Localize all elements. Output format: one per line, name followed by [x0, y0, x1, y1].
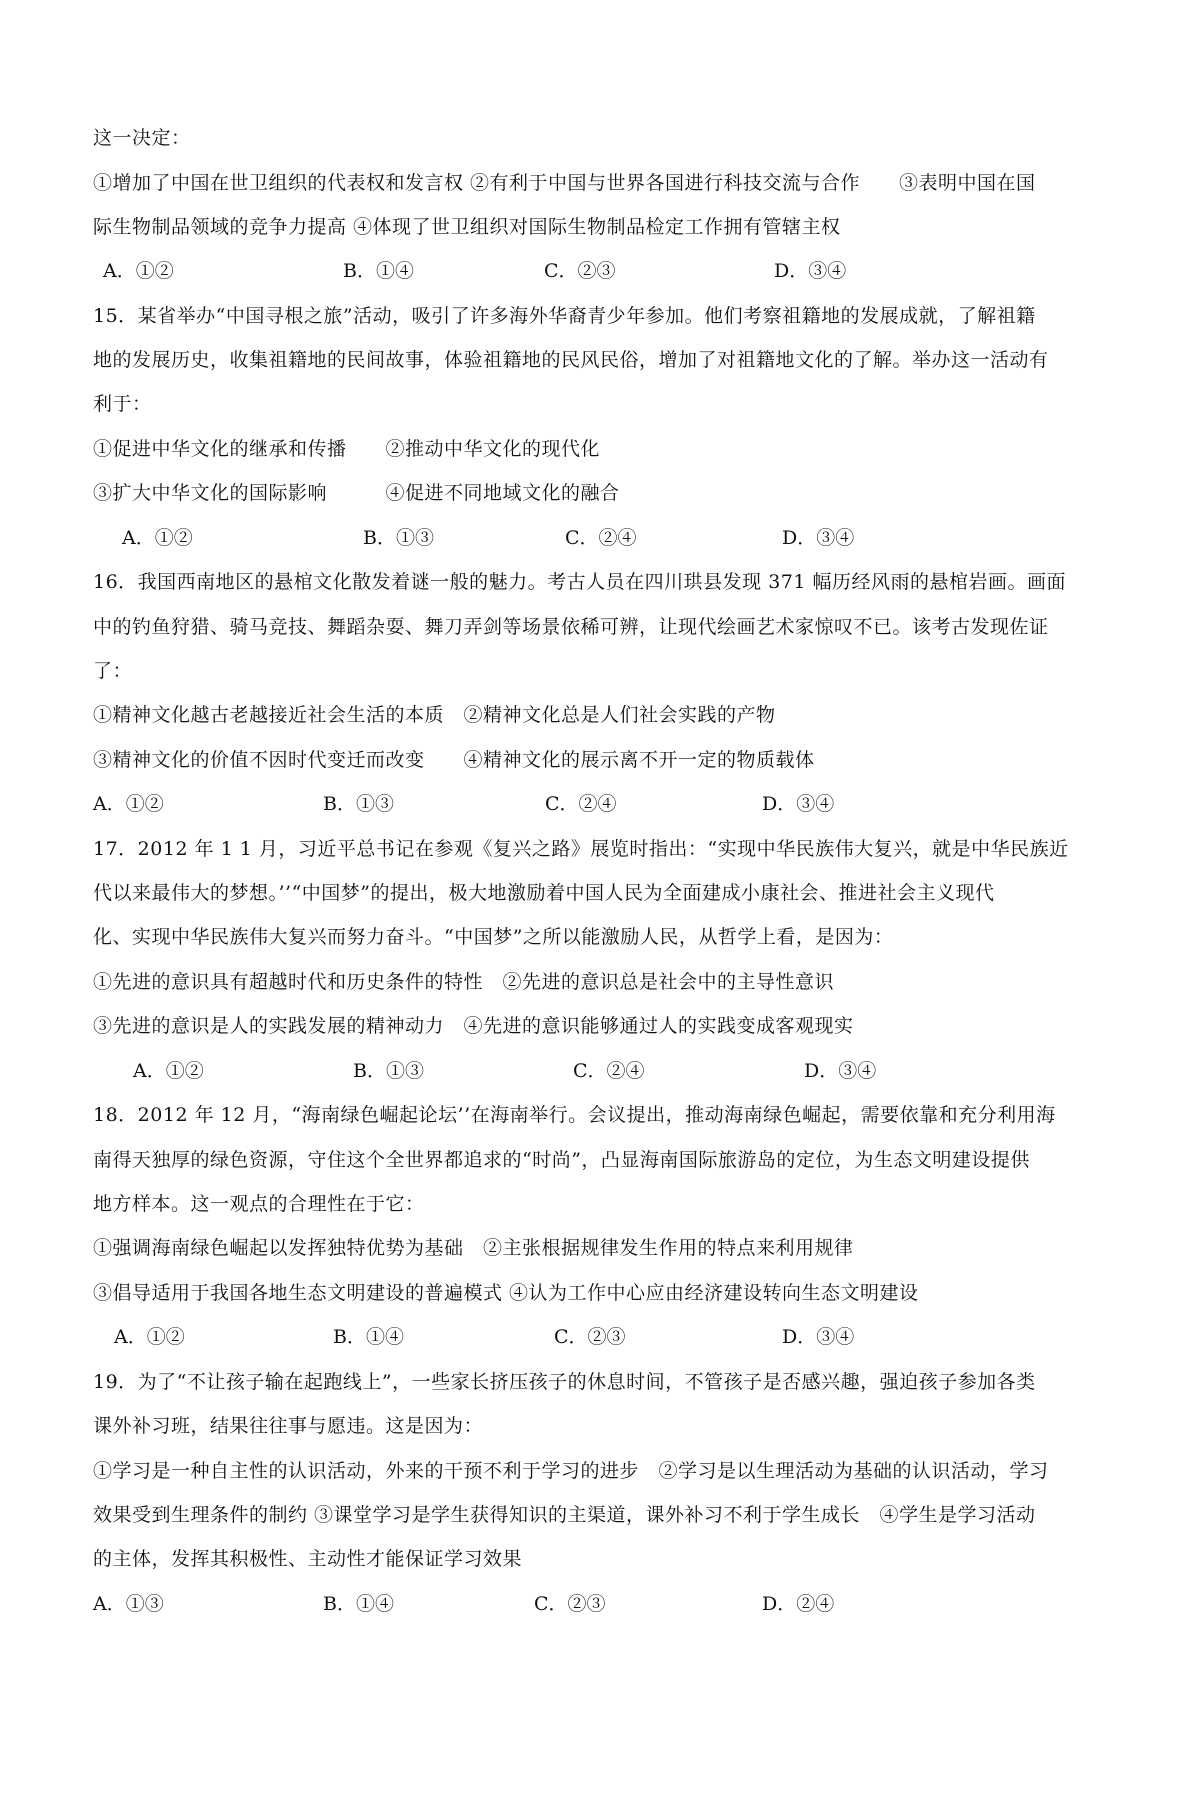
q19-option-d: D．②④	[762, 1593, 835, 1615]
q14-option-c: C．②③	[544, 260, 616, 282]
q15-statement-line: ③扩大中华文化的国际影响 ④促进不同地域文化的融合	[93, 482, 620, 504]
q16-statement-line: ③精神文化的价值不因时代变迁而改变 ④精神文化的展示离不开一定的物质载体	[93, 749, 815, 771]
q15-statement-line: ①促进中华文化的继承和传播 ②推动中华文化的现代化	[93, 438, 601, 460]
q15-option-d: D．③④	[782, 527, 855, 549]
q17-stem-line: 代以来最伟大的梦想。’’“中国梦”的提出，极大地激励着中国人民为全面建成小康社会、推进社会主义现代	[93, 882, 995, 904]
q16-option-c: C．②④	[545, 793, 617, 815]
q17-option-c: C．②④	[573, 1060, 645, 1082]
q15-option-c: C．②④	[565, 527, 637, 549]
q16-option-d: D．③④	[762, 793, 835, 815]
q15-option-b: B．①③	[363, 527, 434, 549]
q14-option-b: B．①④	[343, 260, 414, 282]
q18-option-b: B．①④	[333, 1326, 404, 1348]
q18-stem-line: 18．2012 年 12 月，“海南绿色崛起论坛’’在海南举行。会议提出，推动海南绿色崛起，需要依靠和充分利用海	[93, 1104, 1056, 1126]
q16-option-b: B．①③	[323, 793, 394, 815]
q17-option-d: D．③④	[804, 1060, 877, 1082]
q18-option-d: D．③④	[782, 1326, 855, 1348]
q19-option-c: C．②③	[534, 1593, 606, 1615]
q14-statement-line: ①增加了中国在世卫组织的代表权和发言权 ②有利于中国与世界各国进行科技交流与合作 ③表明中国在国	[93, 172, 1036, 194]
q16-stem-line: 16．我国西南地区的悬棺文化散发着谜一般的魅力。考古人员在四川珙县发现 371 幅历经风雨的悬棺岩画。画面	[93, 571, 1067, 593]
q16-stem-line: 了：	[93, 660, 133, 682]
q18-option-c: C．②③	[554, 1326, 626, 1348]
q17-option-a: A．①②	[133, 1060, 204, 1082]
q17-stem-line: 化、实现中华民族伟大复兴而努力奋斗。“中国梦”之所以能激励人民，从哲学上看，是因为：	[93, 926, 894, 948]
q19-option-a: A．①③	[93, 1593, 164, 1615]
q15-stem-line: 利于：	[93, 393, 152, 415]
q16-statement-line: ①精神文化越古老越接近社会生活的本质 ②精神文化总是人们社会实践的产物	[93, 704, 776, 726]
q15-stem-line: 地的发展历史，收集祖籍地的民间故事，体验祖籍地的民风民俗，增加了对祖籍地文化的了解。举办这一活动有	[93, 349, 1049, 371]
q18-stem-line: 南得天独厚的绿色资源，守住这个全世界都追求的“时尚”，凸显海南国际旅游岛的定位，为生态文明建设提供	[93, 1149, 1030, 1171]
q19-statement-line: ①学习是一种自主性的认识活动，外来的干预不利于学习的进步 ②学习是以生理活动为基础的认识活动，学习	[93, 1460, 1049, 1482]
q18-stem-line: 地方样本。这一观点的合理性在于它：	[93, 1193, 425, 1215]
q18-option-a: A．①②	[114, 1326, 185, 1348]
q17-stem-line: 17．2012 年 1 1 月，习近平总书记在参观《复兴之路》展览时指出：“实现中华民族伟大复兴，就是中华民族近	[93, 838, 1069, 860]
q18-statement-line: ①强调海南绿色崛起以发挥独特优势为基础 ②主张根据规律发生作用的特点来利用规律	[93, 1237, 854, 1259]
q16-stem-line: 中的钓鱼狩猎、骑马竞技、舞蹈杂耍、舞刀弄剑等场景依稀可辨，让现代绘画艺术家惊叹不已。该考古发现佐证	[93, 616, 1049, 638]
q18-statement-line: ③倡导适用于我国各地生态文明建设的普遍模式 ④认为工作中心应由经济建设转向生态文明建设	[93, 1282, 919, 1304]
q19-stem-line: 课外补习班，结果往往事与愿违。这是因为：	[93, 1415, 484, 1437]
q15-option-a: A．①②	[122, 527, 193, 549]
q19-option-b: B．①④	[323, 1593, 394, 1615]
q17-statement-line: ③先进的意识是人的实践发展的精神动力 ④先进的意识能够通过人的实践变成客观现实	[93, 1015, 854, 1037]
q17-option-b: B．①③	[353, 1060, 424, 1082]
q14-option-d: D．③④	[774, 260, 847, 282]
q14-stem-end: 这一决定：	[93, 127, 191, 149]
q14-option-a: A．①②	[103, 260, 174, 282]
q19-statement-line: 效果受到生理条件的制约 ③课堂学习是学生获得知识的主渠道，课外补习不利于学生成长 ④学生是学习活动	[93, 1504, 1036, 1526]
q15-stem-line: 15．某省举办“中国寻根之旅”活动，吸引了许多海外华裔青少年参加。他们考察祖籍地的发展成就，了解祖籍	[93, 305, 1036, 327]
q19-statement-line: 的主体，发挥其积极性、主动性才能保证学习效果	[93, 1548, 523, 1570]
q16-option-a: A．①②	[93, 793, 164, 815]
q17-statement-line: ①先进的意识具有超越时代和历史条件的特性 ②先进的意识总是社会中的主导性意识	[93, 971, 835, 993]
q19-stem-line: 19．为了“不让孩子输在起跑线上”，一些家长挤压孩子的休息时间，不管孩子是否感兴趣，强迫孩子参加各类	[93, 1371, 1036, 1393]
q14-statement-line: 际生物制品领域的竞争力提高 ④体现了世卫组织对国际生物制品检定工作拥有管辖主权	[93, 216, 841, 238]
